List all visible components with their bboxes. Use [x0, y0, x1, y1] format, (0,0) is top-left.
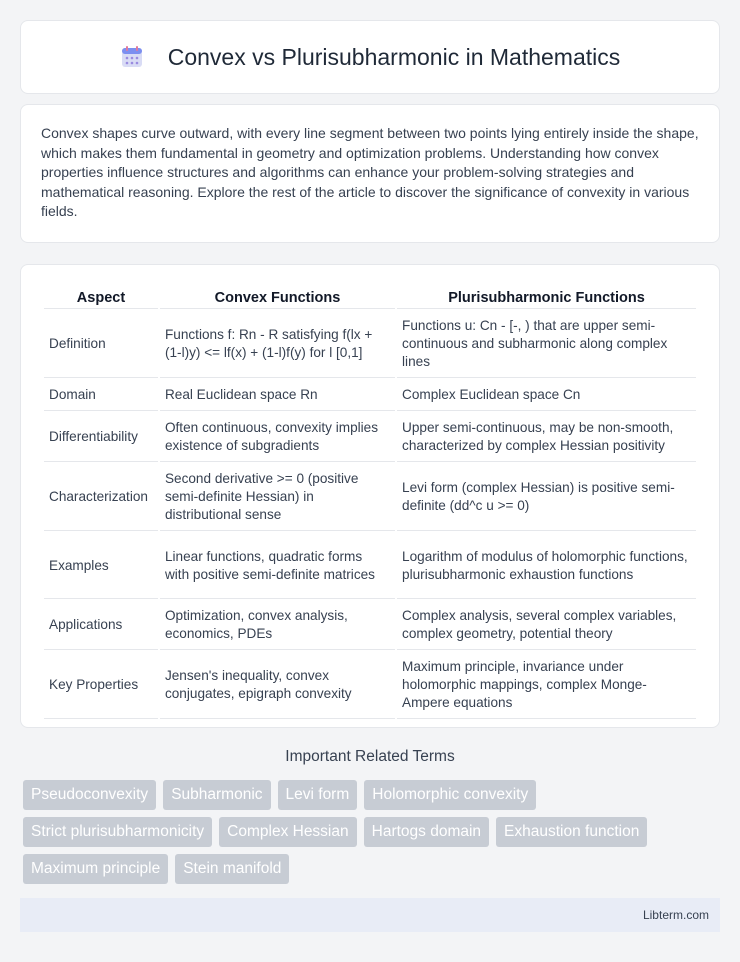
row-convex: Jensen's inequality, convex conjugates, epigraph convexity	[160, 652, 395, 719]
tag-exhaustion-function[interactable]: Exhaustion function	[496, 817, 647, 847]
row-plurisubharmonic: Complex Euclidean space Cn	[397, 380, 696, 411]
related-tags	[23, 780, 703, 884]
row-plurisubharmonic: Levi form (complex Hessian) is positive semi-definite (dd^c u >= 0)	[397, 464, 696, 531]
header-convex: Convex Functions	[160, 287, 395, 309]
table-row	[44, 464, 696, 531]
tag-strict-plurisubharmonicity[interactable]: Strict plurisubharmonicity	[23, 817, 212, 847]
row-plurisubharmonic: Functions u: Cn - [-, ) that are upper semi-continuous and subharmonic along complex lines	[397, 311, 696, 378]
tag-pseudoconvexity[interactable]: Pseudoconvexity	[23, 780, 156, 810]
row-convex: Real Euclidean space Rn	[160, 380, 395, 411]
row-convex: Often continuous, convexity implies existence of subgradients	[160, 413, 395, 462]
row-plurisubharmonic: Maximum principle, invariance under holomorphic mappings, complex Monge-Ampere equations	[397, 652, 696, 719]
row-aspect: Definition	[44, 311, 158, 378]
related-terms-heading: Important Related Terms	[285, 748, 455, 765]
comparison-card	[20, 264, 720, 728]
header-plurisubharmonic: Plurisubharmonic Functions	[397, 287, 696, 309]
calendar-icon	[120, 45, 144, 69]
row-aspect: Differentiability	[44, 413, 158, 462]
row-aspect: Key Properties	[44, 652, 158, 719]
tag-hartogs-domain[interactable]: Hartogs domain	[364, 817, 489, 847]
tag-holomorphic-convexity[interactable]: Holomorphic convexity	[364, 780, 536, 810]
table-row	[44, 413, 696, 462]
row-convex: Second derivative >= 0 (positive semi-definite Hessian) in distributional sense	[160, 464, 395, 531]
row-aspect: Characterization	[44, 464, 158, 531]
tag-complex-hessian[interactable]: Complex Hessian	[219, 817, 356, 847]
row-aspect: Domain	[44, 380, 158, 411]
table-header-row	[44, 287, 696, 309]
tag-maximum-principle[interactable]: Maximum principle	[23, 854, 168, 884]
row-plurisubharmonic: Complex analysis, several complex variables, complex geometry, potential theory	[397, 601, 696, 650]
table-row	[44, 311, 696, 378]
table-row	[44, 533, 696, 599]
table-row	[44, 601, 696, 650]
row-plurisubharmonic: Upper semi-continuous, may be non-smooth, characterized by complex Hessian positivity	[397, 413, 696, 462]
comparison-table	[42, 285, 698, 721]
tag-subharmonic[interactable]: Subharmonic	[163, 780, 270, 810]
intro-paragraph: Convex shapes curve outward, with every line segment between two points lying entirely inside the shape, which makes them fundamental in geometry and optimization problems. Understanding how convex properties influence structures and algorithms can enhance your problem-solving strategies and mathematical reasoning. Explore the rest of the article to discover the significance of convexity in various fields.	[41, 125, 699, 219]
footer	[20, 898, 720, 932]
row-aspect: Examples	[44, 533, 158, 599]
row-convex: Functions f: Rn - R satisfying f(lx + (1-l)y) <= lf(x) + (1-l)f(y) for l [0,1]	[160, 311, 395, 378]
row-aspect: Applications	[44, 601, 158, 650]
table-row	[44, 380, 696, 411]
tag-levi-form[interactable]: Levi form	[278, 780, 358, 810]
footer-link[interactable]: Libterm.com	[642, 908, 709, 922]
header-aspect: Aspect	[44, 287, 158, 309]
intro-card	[20, 104, 720, 243]
title-card	[20, 20, 720, 94]
row-convex: Linear functions, quadratic forms with positive semi-definite matrices	[160, 533, 395, 599]
row-plurisubharmonic: Logarithm of modulus of holomorphic functions, plurisubharmonic exhaustion functions	[397, 533, 696, 599]
row-convex: Optimization, convex analysis, economics, PDEs	[160, 601, 395, 650]
page-title: Convex vs Plurisubharmonic in Mathematics	[167, 43, 621, 70]
table-row	[44, 652, 696, 719]
tag-stein-manifold[interactable]: Stein manifold	[175, 854, 289, 884]
